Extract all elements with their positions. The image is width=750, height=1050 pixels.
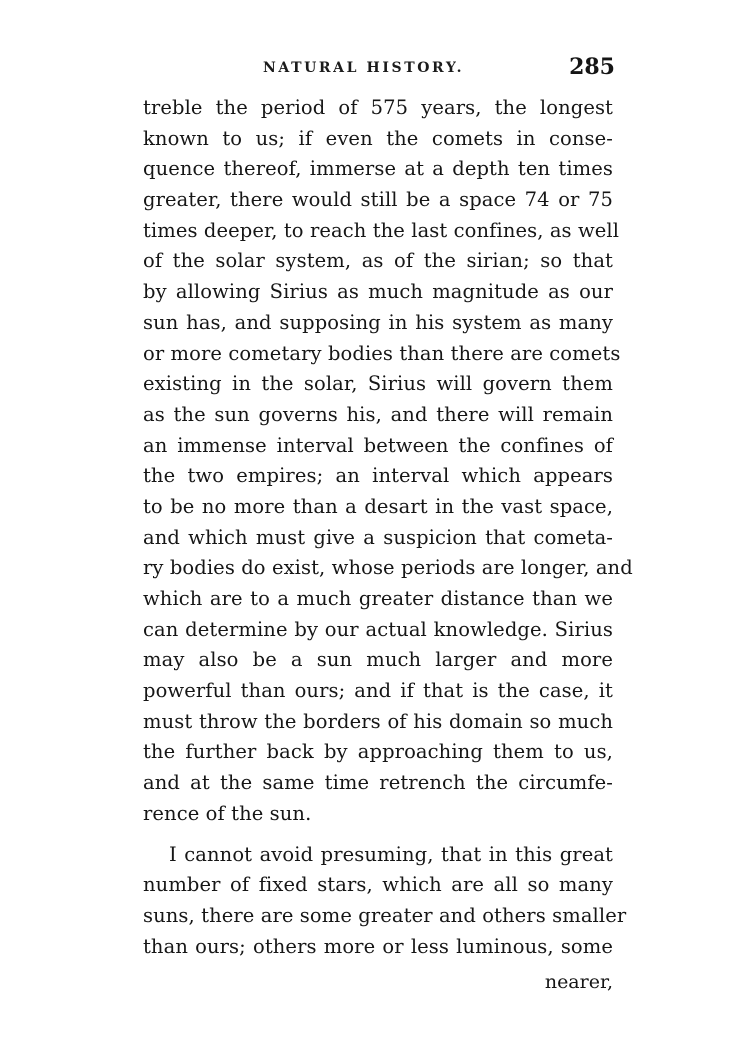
text-line-22: the further back by approaching them to us,: [143, 740, 613, 764]
text-line-5: times deeper, to reach the last confines, as well: [143, 218, 620, 242]
text-line-21: must throw the borders of his domain so much: [143, 709, 613, 733]
text-line-12: an immense interval between the confines of: [143, 433, 613, 457]
text-line-4: greater, there would still be a space 74 or 75: [143, 188, 613, 212]
text-line-11: as the sun governs his, and there will remain: [143, 402, 613, 426]
paragraph-2: [143, 840, 627, 963]
text-line-17: which are to a much greater distance than we: [143, 587, 613, 610]
text-line-1: treble the period of 575 years, the longest: [143, 96, 613, 119]
paragraph-gap: [143, 830, 613, 840]
text-line-23: and at the same time retrench the circumfe-: [143, 771, 613, 795]
text-line-9: or more cometary bodies than there are comets: [143, 341, 621, 365]
text-line-14: to be no more than a desart in the vast space,: [143, 494, 613, 518]
text-line-25: I cannot avoid presuming, that in this great: [169, 842, 613, 866]
catchword: nearer,: [544, 971, 613, 993]
text-line-26: number of fixed stars, which are all so many: [143, 873, 613, 897]
page-header: [255, 54, 615, 84]
text-line-3: quence thereof, immerse at a depth ten times: [143, 157, 613, 181]
text-line-19: may also be a sun much larger and more: [143, 648, 613, 672]
text-line-20: powerful than ours; and if that is the case, it: [143, 679, 613, 703]
text-line-27: suns, there are some greater and others smaller: [143, 903, 627, 927]
text-line-7: by allowing Sirius as much magnitude as our: [143, 280, 613, 304]
page-number: 285: [569, 54, 615, 80]
text-line-16: ry bodies do exist, whose periods are longer, and: [143, 556, 633, 580]
text-line-15: and which must give a suspicion that cometa-: [143, 525, 613, 549]
text-line-28: than ours; others more or less luminous, some: [143, 934, 613, 958]
text-line-2: known to us; if even the comets in conse-: [143, 126, 613, 150]
text-line-24: rence of the sun.: [143, 801, 312, 825]
text-line-8: sun has, and supposing in his system as many: [143, 310, 613, 334]
text-line-10: existing in the solar, Sirius will govern them: [143, 372, 613, 396]
paragraph-1: [143, 93, 633, 830]
text-line-6: of the solar system, as of the sirian; so that: [143, 249, 613, 273]
running-head: NATURAL HISTORY.: [263, 60, 465, 76]
text-line-13: the two empires; an interval which appears: [143, 464, 613, 488]
body-text: [143, 93, 633, 962]
text-line-18: can determine by our actual knowledge. Sirius: [143, 617, 613, 641]
